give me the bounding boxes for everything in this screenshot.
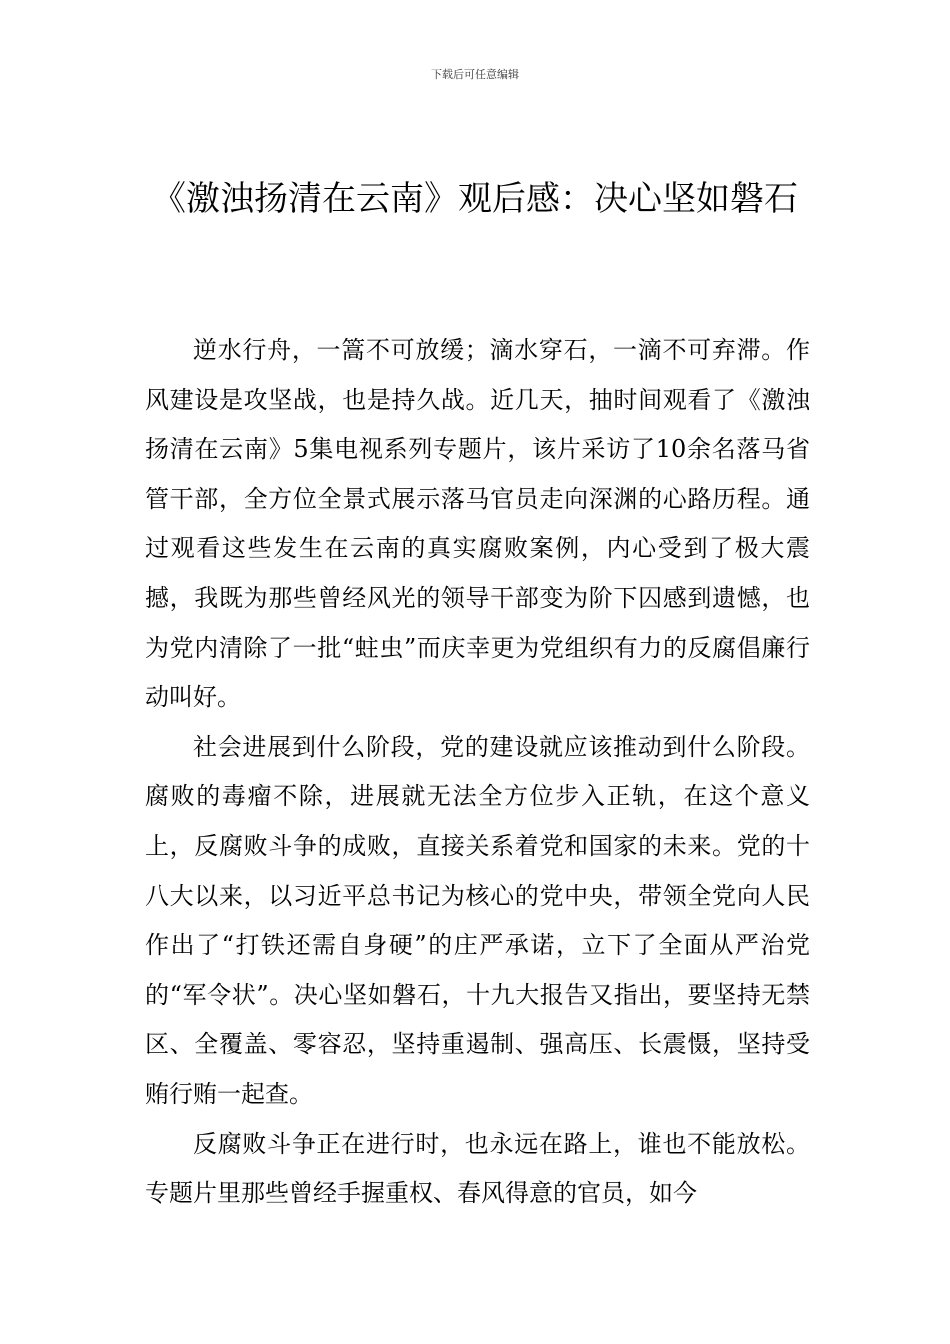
- paragraph: 社会进展到什么阶段，党的建设就应该推动到什么阶段。腐败的毒瘤不除，进展就无法全方位步入正轨，在这个意义上，反腐败斗争的成败，直接关系着党和国家的未来。党的十八大以来，以习近平总书记为核心的党中央，带领全党向人民作出了“打铁还需自身硬”的庄严承诺，立下了全面从严治党的“军令状”。决心坚如磐石，十九大报告又指出，要坚持无禁区、全覆盖、零容忍，坚持重遏制、强高压、长震慑，坚持受贿行贿一起查。: [145, 732, 810, 1108]
- document-body: [145, 326, 810, 1219]
- paragraph: 反腐败斗争正在进行时，也永远在路上，谁也不能放松。专题片里那些曾经手握重权、春风得意的官员，如今: [145, 1129, 810, 1208]
- document-title: 《激浊扬清在云南》观后感：决心坚如磐石: [152, 179, 798, 219]
- header-note: 下载后可任意编辑: [431, 68, 519, 81]
- paragraph: 逆水行舟，一篙不可放缓；滴水穿石，一滴不可弃滞。作风建设是攻坚战，也是持久战。近几天，抽时间观看了《激浊扬清在云南》5集电视系列专题片，该片采访了10余名落马省管干部，全方位全景式展示落马官员走向深渊的心路历程。通过观看这些发生在云南的真实腐败案例，内心受到了极大震撼，我既为那些曾经风光的领导干部变为阶下囚感到遗憾，也为党内清除了一批“蛀虫”而庆幸更为党组织有力的反腐倡廉行动叫好。: [145, 336, 810, 712]
